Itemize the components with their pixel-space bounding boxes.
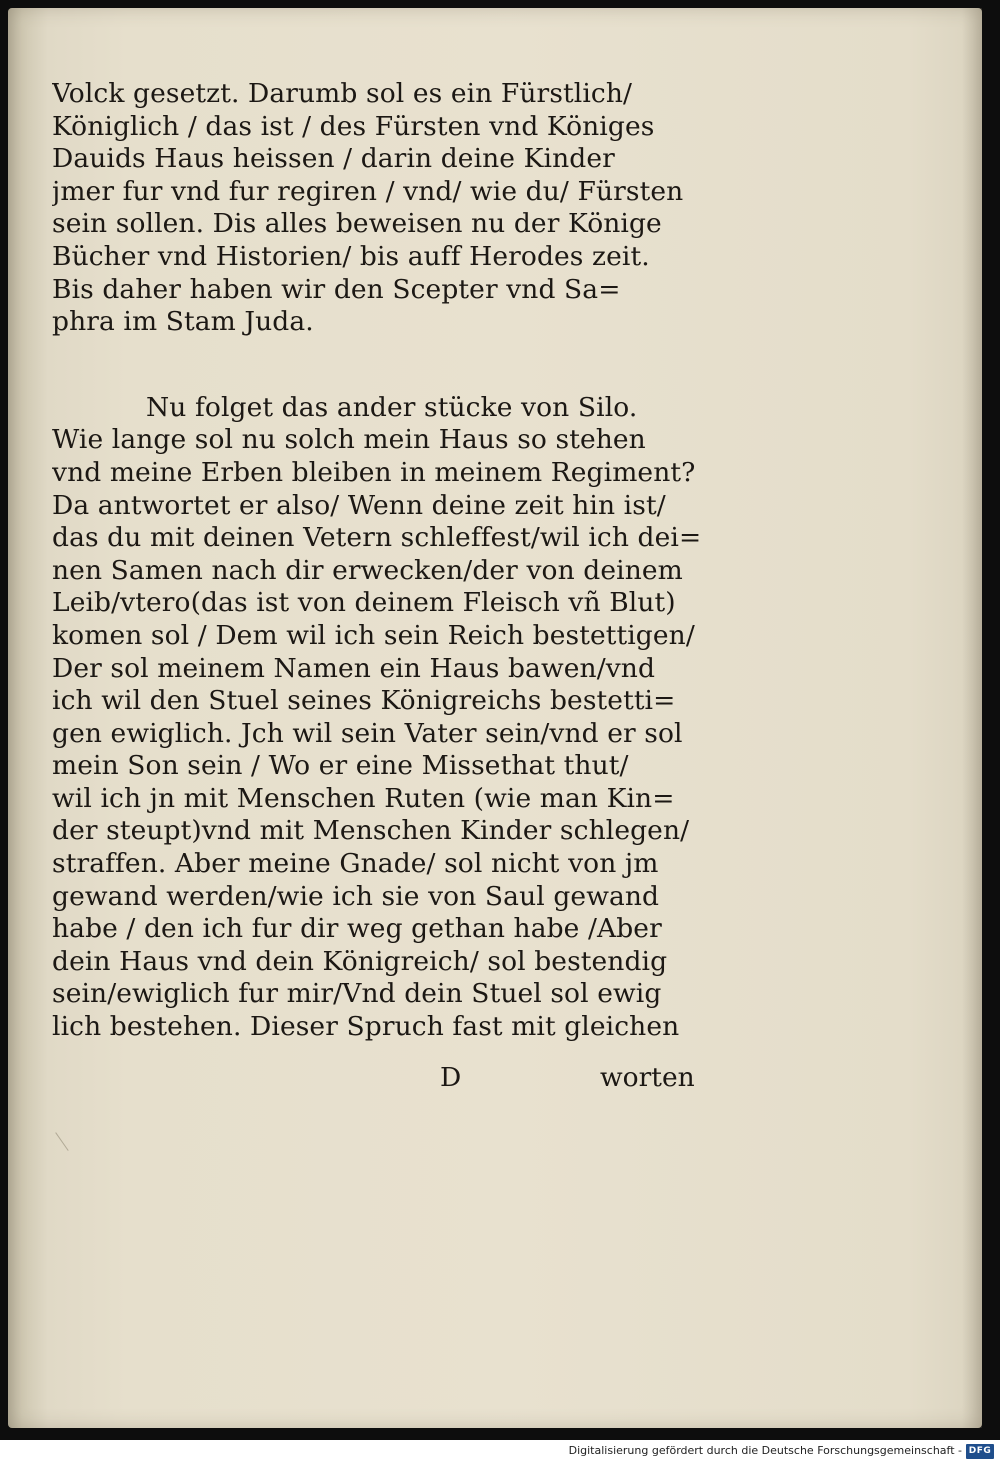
paragraph-gap — [52, 339, 742, 392]
page-text — [52, 78, 742, 1044]
text-line: Leib/vtero(das ist von deinem Fleisch vñ Blut) — [52, 587, 676, 619]
text-line: wil ich jn mit Menschen Ruten (wie man Kin= — [52, 782, 675, 814]
text-line: komen sol / Dem wil ich sein Reich bestettigen/ — [52, 619, 695, 651]
text-line: Königlich / das ist / des Fürsten vnd Königes — [52, 110, 655, 142]
text-line: gewand werden/wie ich sie von Saul gewand — [52, 880, 660, 912]
text-line: Der sol meinem Namen ein Haus bawen/vnd — [52, 652, 656, 684]
dfg-logo: DFG — [966, 1444, 994, 1459]
text-line: nen Samen nach dir erwecken/der von deinem — [52, 554, 683, 586]
paragraph-first-line: Nu folget das ander stücke von Silo. — [146, 391, 638, 423]
text-line: Bücher vnd Historien/ bis auff Herodes zeit. — [52, 240, 650, 272]
text-line: Da antwortet er also/ Wenn deine zeit hin ist/ — [52, 489, 666, 521]
text-line: lich bestehen. Dieser Spruch fast mit gleichen — [52, 1011, 680, 1043]
text-line: Bis daher haben wir den Scepter vnd Sa= — [52, 273, 621, 305]
funding-credit: Digitalisierung gefördert durch die Deutsche Forschungsgemeinschaft - — [568, 1444, 962, 1457]
paper-crease-mark — [55, 1123, 82, 1151]
text-line: Volck gesetzt. Darumb sol es ein Fürstlich/ — [52, 78, 633, 109]
text-line: phra im Stam Juda. — [52, 306, 314, 338]
text-line: Dauids Haus heissen / darin deine Kinder — [52, 143, 615, 175]
text-line: das du mit deinen Vetern schleffest/wil ich dei= — [52, 522, 702, 554]
credit-footer — [0, 1440, 1000, 1464]
text-line: habe / den ich fur dir weg gethan habe /Aber — [52, 913, 662, 945]
text-line: Wie lange sol nu solch mein Haus so stehen — [52, 424, 646, 456]
text-line: sein/ewiglich fur mir/Vnd dein Stuel sol ewig — [52, 978, 662, 1010]
text-line: sein sollen. Dis alles beweisen nu der Könige — [52, 208, 662, 240]
catchword: worten — [600, 1062, 695, 1093]
text-line: vnd meine Erben bleiben in meinem Regiment? — [52, 456, 696, 488]
text-line: jmer fur vnd fur regiren / vnd/ wie du/ Fürsten — [52, 175, 684, 207]
text-line: gen ewiglich. Jch wil sein Vater sein/vnd er sol — [52, 717, 683, 749]
text-line: dein Haus vnd dein Königreich/ sol bestendig — [52, 945, 668, 977]
page-edge-shadow — [962, 8, 982, 1428]
signature-mark: D — [440, 1062, 462, 1093]
text-line: mein Son sein / Wo er eine Missethat thut/ — [52, 750, 629, 782]
text-line: der steupt)vnd mit Menschen Kinder schlegen/ — [52, 815, 690, 847]
text-line: ich wil den Stuel seines Königreichs bestetti= — [52, 685, 676, 717]
text-line: straffen. Aber meine Gnade/ sol nicht von jm — [52, 848, 659, 880]
